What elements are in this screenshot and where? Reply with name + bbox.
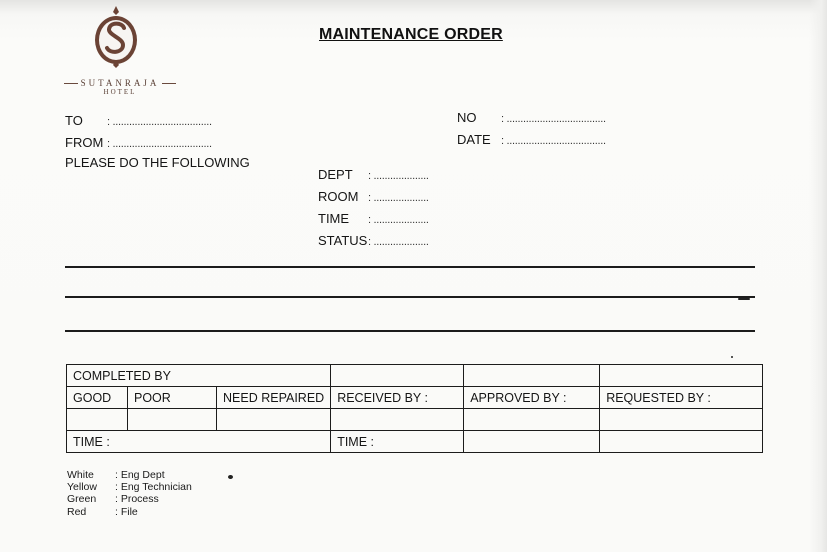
poor-checkbox-cell[interactable] xyxy=(128,409,217,431)
requested-by-header: REQUESTED BY : xyxy=(600,387,763,409)
table-row xyxy=(67,431,763,453)
need-repaired-checkbox-cell[interactable] xyxy=(217,409,331,431)
copy-distribution-legend xyxy=(67,469,192,518)
approved-by-signature-cell[interactable] xyxy=(464,409,600,431)
signoff-table xyxy=(66,364,763,453)
status-label: STATUS xyxy=(318,233,368,248)
legend-copy-color: Green xyxy=(67,493,97,506)
table-row xyxy=(67,409,763,431)
no-dotted-line: : .................................... xyxy=(501,113,606,125)
dept-label: DEPT xyxy=(318,167,353,182)
received-by-signature-cell[interactable] xyxy=(331,409,464,431)
form-title: MAINTENANCE ORDER xyxy=(319,26,503,43)
room-field[interactable] xyxy=(318,189,429,204)
approved-by-header: APPROVED BY : xyxy=(464,387,600,409)
to-field[interactable] xyxy=(65,113,212,128)
paper-edge-shadow xyxy=(809,0,827,552)
legend-copy-color: White xyxy=(67,469,94,481)
table-row xyxy=(67,365,763,387)
table-cell xyxy=(464,431,600,453)
dept-field[interactable] xyxy=(318,167,429,182)
date-label: DATE xyxy=(457,132,491,147)
table-cell xyxy=(464,365,600,387)
legend-copy-recipient: : Process xyxy=(115,493,159,506)
legend-copy-recipient: : File xyxy=(115,505,138,518)
legend-item xyxy=(67,506,192,518)
table-cell xyxy=(600,365,763,387)
legend-item xyxy=(67,481,192,493)
room-label: ROOM xyxy=(318,189,359,204)
legend-item xyxy=(67,469,192,481)
writing-line-1[interactable] xyxy=(65,266,755,268)
good-header: GOOD xyxy=(67,387,128,409)
requested-by-signature-cell[interactable] xyxy=(600,409,763,431)
poor-header: POOR xyxy=(128,387,217,409)
from-dotted-line: : .................................... xyxy=(107,138,212,150)
brand-name: SUTANRAJA xyxy=(80,78,160,88)
from-field[interactable] xyxy=(65,135,212,150)
completed-time-cell[interactable]: TIME : xyxy=(67,431,331,453)
ink-speck xyxy=(228,475,233,479)
from-label: FROM xyxy=(65,135,104,150)
status-dotted-line: : .................... xyxy=(368,236,429,248)
hotel-logo-emblem xyxy=(88,4,144,68)
ink-speck xyxy=(731,356,733,358)
table-row xyxy=(67,387,763,409)
ink-speck xyxy=(738,298,750,300)
received-by-header: RECEIVED BY : xyxy=(331,387,464,409)
time-field[interactable] xyxy=(318,211,429,226)
need-repaired-header: NEED REPAIRED xyxy=(217,387,331,409)
writing-line-3[interactable] xyxy=(65,330,755,332)
time-label: TIME xyxy=(318,211,350,226)
dept-dotted-line: : .................... xyxy=(368,170,429,182)
room-dotted-line: : .................... xyxy=(368,192,429,204)
table-cell xyxy=(331,365,464,387)
date-dotted-line: : .................................... xyxy=(501,135,606,147)
legend-copy-color: Yellow xyxy=(67,481,97,494)
no-field[interactable] xyxy=(457,110,606,125)
legend-copy-recipient: : Eng Technician xyxy=(115,481,192,494)
received-time-cell[interactable]: TIME : xyxy=(331,431,464,453)
time-dotted-line: : .................... xyxy=(368,214,429,226)
legend-copy-color: Red xyxy=(67,505,87,518)
instruction-text: PLEASE DO THE FOLLOWING xyxy=(65,155,250,170)
status-field[interactable] xyxy=(318,233,429,248)
brand-subtitle: HOTEL xyxy=(103,88,137,96)
completed-by-header: COMPLETED BY xyxy=(67,365,331,387)
table-cell xyxy=(600,431,763,453)
to-dotted-line: : .................................... xyxy=(107,116,212,128)
date-field[interactable] xyxy=(457,132,606,147)
no-label: NO xyxy=(457,110,477,125)
good-checkbox-cell[interactable] xyxy=(67,409,128,431)
writing-line-2[interactable] xyxy=(65,296,755,298)
legend-copy-recipient: : Eng Dept xyxy=(115,469,165,481)
legend-item xyxy=(67,493,192,505)
to-label: TO xyxy=(65,113,83,128)
